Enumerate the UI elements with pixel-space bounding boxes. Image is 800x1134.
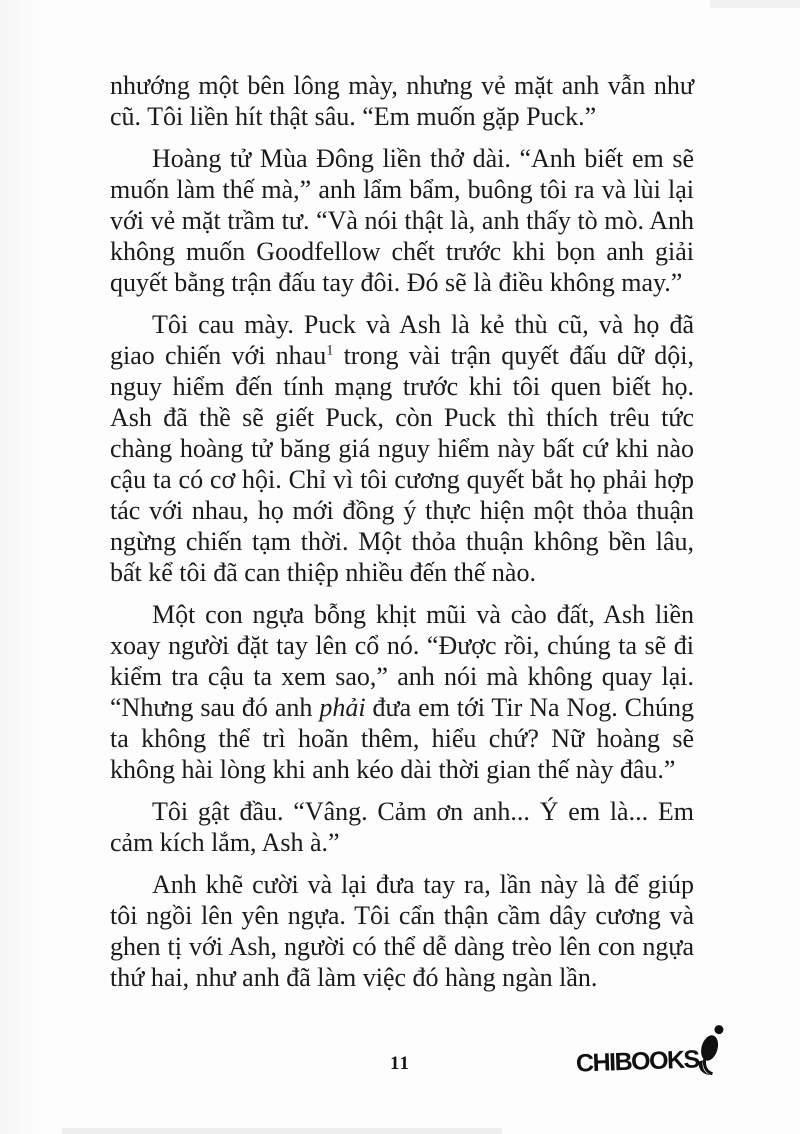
page-number: 11 (390, 1053, 410, 1074)
text-segment: Tôi cau mày. Puck và Ash là kẻ thù cũ, và họ đã giao chiến với nhau (110, 310, 694, 370)
text-segment: Một con ngựa bỗng khịt mũi và cào đất, Ash liền xoay người đặt tay lên cổ nó. “Được rồi, chúng ta sẽ đi kiểm tra cậu ta xem sao,” anh nói mà không quay lại. “Nhưng sau đó anh (110, 600, 694, 722)
body-text (110, 70, 694, 1004)
paragraph (110, 869, 694, 993)
text-segment: trong vài trận quyết đấu dữ dội, nguy hiểm đến tính mạng trước khi tôi quen biết họ. Ash đã thề sẽ giết Puck, còn Puck thì thích trêu tức chàng hoàng tử băng giá nguy hiểm này bất cứ khi nào cậu ta có cơ hội. Chỉ vì tôi cương quyết bắt họ phải hợp tác với nhau, họ mới đồng ý thực hiện một thỏa thuận ngừng chiến tạm thời. Một thỏa thuận không bền lâu, bất kể tôi đã can thiệp nhiều đến thế nào. (110, 341, 694, 587)
text-segment: Tôi gật đầu. “Vâng. Cảm ơn anh... Ý em là... Em cảm kích lắm, Ash à.” (110, 797, 694, 857)
paragraph (110, 309, 694, 588)
paragraph (110, 599, 694, 785)
publisher-logo (575, 1037, 727, 1085)
text-segment: Anh khẽ cười và lại đưa tay ra, lần này là để giúp tôi ngồi lên yên ngựa. Tôi cẩn thận cầm dây cương và ghen tị với Ash, người có thể dễ dàng trèo lên con ngựa thứ hai, như anh đã làm việc đó hàng ngàn lần. (110, 870, 694, 992)
scan-artifact (710, 0, 800, 8)
text-segment: nhướng một bên lông mày, nhưng vẻ mặt anh vẫn như cũ. Tôi liền hít thật sâu. “Em muốn gặp Puck.” (110, 71, 694, 131)
text-segment: Hoàng tử Mùa Đông liền thở dài. “Anh biết em sẽ muốn làm thế mà,” anh lẩm bẩm, buông tôi ra và lùi lại với vẻ mặt trầm tư. “Và nói thật là, anh thấy tò mò. Anh không muốn Goodfellow chết trước khi bọn anh giải quyết bằng trận đấu tay đôi. Đó sẽ là điều không may.” (110, 144, 694, 297)
footnote-marker: 1 (326, 342, 334, 359)
scan-artifact (62, 1128, 502, 1134)
paragraph-continuation (110, 70, 694, 132)
paragraph (110, 796, 694, 858)
emphasized-word: phải (319, 693, 366, 722)
text-segment: đưa em tới Tir Na Nog. Chúng ta không thể trì hoãn thêm, hiểu chứ? Nữ hoàng sẽ không hài lòng khi anh kéo dài thời gian thế này đâu.” (110, 693, 695, 784)
leaf-icon (691, 1023, 727, 1081)
paragraph (110, 143, 694, 298)
publisher-logo-text: CHIBOOKS (575, 1045, 700, 1078)
